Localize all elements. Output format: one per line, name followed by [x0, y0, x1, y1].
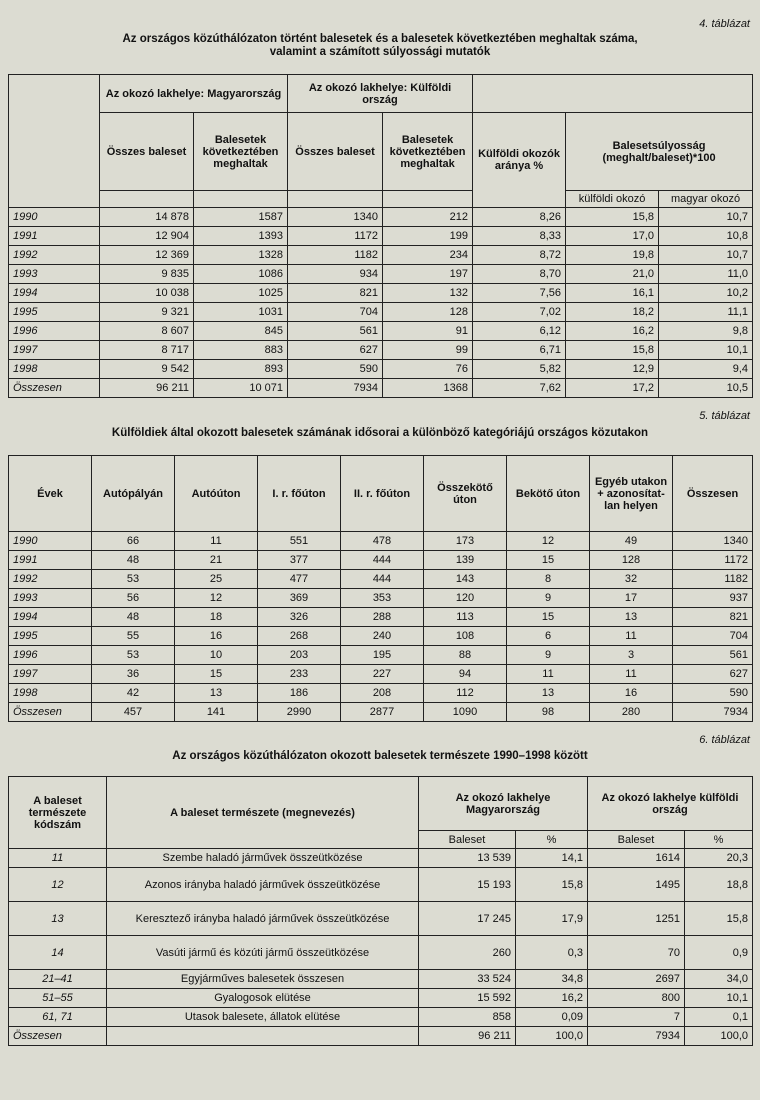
table-cell: 15,8: [566, 208, 659, 227]
table-cell: 11,1: [659, 303, 753, 322]
table-5-col-header: I. r. főúton: [258, 456, 341, 532]
row-code: 11: [9, 849, 107, 868]
table-cell: 11: [590, 665, 673, 684]
table-5-col-header: II. r. főúton: [341, 456, 424, 532]
table-cell: 7,56: [473, 284, 566, 303]
table-cell: 10,1: [685, 989, 753, 1008]
table-4-col-hu-dead: Balesetek következtében meghaltak: [194, 113, 288, 191]
table-cell: 17,0: [566, 227, 659, 246]
table-cell: 17 245: [419, 902, 516, 936]
table-row: [9, 341, 753, 360]
table-5-col-header: Évek: [9, 456, 92, 532]
table-5-col-header: Autóúton: [175, 456, 258, 532]
table-cell: 821: [288, 284, 383, 303]
table-row: [9, 608, 753, 627]
table-cell: 1090: [424, 703, 507, 722]
table-cell: 12 904: [100, 227, 194, 246]
table-cell: 10: [175, 646, 258, 665]
table-cell: 91: [383, 322, 473, 341]
table-cell: 551: [258, 532, 341, 551]
table-cell: 457: [92, 703, 175, 722]
table-cell: 1251: [588, 902, 685, 936]
table-cell: 48: [92, 608, 175, 627]
table-cell: 120: [424, 589, 507, 608]
table-cell: 477: [258, 570, 341, 589]
table-cell: 25: [175, 570, 258, 589]
table-cell: 845: [194, 322, 288, 341]
table-cell: 1182: [673, 570, 753, 589]
table-6-sub-hu-count: Baleset: [419, 831, 516, 849]
table-4-title-line1: Az országos közúthálózaton történt balesetek és a balesetek következtében meghaltak száma,: [122, 33, 638, 45]
table-cell: 132: [383, 284, 473, 303]
table-4-blank: [100, 191, 194, 208]
row-description: Szembe haladó járművek összeütközése: [107, 849, 419, 868]
table-cell: 12: [175, 589, 258, 608]
table-cell: 937: [673, 589, 753, 608]
table-row: [9, 379, 753, 398]
table-6-sub-kf-pct: %: [685, 831, 753, 849]
table-6-sub-hu-pct: %: [516, 831, 588, 849]
table-cell: 11: [175, 532, 258, 551]
table-cell: 10 038: [100, 284, 194, 303]
row-code: 51–55: [9, 989, 107, 1008]
table-cell: 18,8: [685, 868, 753, 902]
table-cell: 9 321: [100, 303, 194, 322]
table-cell: 15,8: [516, 868, 588, 902]
row-code: Összesen: [9, 1027, 107, 1046]
table-cell: 893: [194, 360, 288, 379]
table-row: [9, 703, 753, 722]
table-cell: 113: [424, 608, 507, 627]
table-cell: 1340: [673, 532, 753, 551]
table-cell: 7934: [288, 379, 383, 398]
table-cell: 13: [507, 684, 590, 703]
table-cell: 7,62: [473, 379, 566, 398]
table-cell: 8,33: [473, 227, 566, 246]
row-description: Azonos irányba haladó járművek összeütközése: [107, 868, 419, 902]
table-row: [9, 570, 753, 589]
table-5-col-header: Autópályán: [92, 456, 175, 532]
row-code: 61, 71: [9, 1008, 107, 1027]
table-row: [9, 265, 753, 284]
table-cell: 66: [92, 532, 175, 551]
table-cell: 9 835: [100, 265, 194, 284]
table-cell: 1340: [288, 208, 383, 227]
table-row: [9, 868, 753, 902]
table-cell: 1031: [194, 303, 288, 322]
table-cell: 704: [673, 627, 753, 646]
table-cell: 16,2: [566, 322, 659, 341]
table-cell: 11: [507, 665, 590, 684]
table-cell: 369: [258, 589, 341, 608]
table-cell: 9 542: [100, 360, 194, 379]
table-cell: 16,2: [516, 989, 588, 1008]
table-cell: 96 211: [100, 379, 194, 398]
table-cell: 7934: [673, 703, 753, 722]
table-cell: 128: [383, 303, 473, 322]
table-cell: 7934: [588, 1027, 685, 1046]
row-year: 1998: [9, 360, 100, 379]
table-cell: 17,2: [566, 379, 659, 398]
table-cell: 1328: [194, 246, 288, 265]
table-row: [9, 589, 753, 608]
table-cell: 6,12: [473, 322, 566, 341]
table-cell: 8 717: [100, 341, 194, 360]
table-cell: 195: [341, 646, 424, 665]
table-cell: 17,9: [516, 902, 588, 936]
table-cell: 14 878: [100, 208, 194, 227]
table-cell: 15: [507, 551, 590, 570]
table-cell: 32: [590, 570, 673, 589]
table-row: [9, 849, 753, 868]
row-description: [107, 1027, 419, 1046]
table-cell: 800: [588, 989, 685, 1008]
table-cell: 56: [92, 589, 175, 608]
table-cell: 10,5: [659, 379, 753, 398]
row-code: 12: [9, 868, 107, 902]
row-year: 1996: [9, 322, 100, 341]
table-cell: 1172: [288, 227, 383, 246]
row-year: 1995: [9, 627, 92, 646]
table-cell: 9: [507, 646, 590, 665]
table-cell: 33 524: [419, 970, 516, 989]
table-cell: 9,8: [659, 322, 753, 341]
table-cell: 139: [424, 551, 507, 570]
table-cell: 141: [175, 703, 258, 722]
table-4-blank: [194, 191, 288, 208]
row-year: 1995: [9, 303, 100, 322]
row-year: 1992: [9, 570, 92, 589]
row-description: Utasok balesete, állatok elütése: [107, 1008, 419, 1027]
table-cell: 143: [424, 570, 507, 589]
table-cell: 212: [383, 208, 473, 227]
table-4-label: 4. táblázat: [699, 18, 750, 30]
table-4-col-severity-hungarian: magyar okozó: [659, 191, 753, 208]
table-cell: 1587: [194, 208, 288, 227]
table-cell: 0,9: [685, 936, 753, 970]
table-cell: 8,26: [473, 208, 566, 227]
table-cell: 883: [194, 341, 288, 360]
table-cell: 2877: [341, 703, 424, 722]
table-cell: 1495: [588, 868, 685, 902]
table-cell: 12,9: [566, 360, 659, 379]
table-cell: 1086: [194, 265, 288, 284]
table-cell: 268: [258, 627, 341, 646]
table-row: [9, 551, 753, 570]
table-cell: 1368: [383, 379, 473, 398]
row-year: 1994: [9, 284, 100, 303]
table-cell: 233: [258, 665, 341, 684]
table-4-group-hu: Az okozó lakhelye: Magyarország: [100, 75, 288, 113]
table-cell: 1025: [194, 284, 288, 303]
table-cell: 49: [590, 532, 673, 551]
table-cell: 444: [341, 570, 424, 589]
table-cell: 186: [258, 684, 341, 703]
table-cell: 55: [92, 627, 175, 646]
table-cell: 13 539: [419, 849, 516, 868]
table-cell: 326: [258, 608, 341, 627]
table-row: [9, 1008, 753, 1027]
table-cell: 8 607: [100, 322, 194, 341]
table-cell: 377: [258, 551, 341, 570]
table-cell: 16: [175, 627, 258, 646]
table-cell: 444: [341, 551, 424, 570]
table-cell: 2697: [588, 970, 685, 989]
table-row: [9, 646, 753, 665]
table-4-blank: [288, 191, 383, 208]
table-cell: 34,0: [685, 970, 753, 989]
table-5-col-header: Egyéb utakon + azonosítat-lan helyen: [590, 456, 673, 532]
table-cell: 1182: [288, 246, 383, 265]
table-row: [9, 360, 753, 379]
table-cell: 280: [590, 703, 673, 722]
table-cell: 590: [673, 684, 753, 703]
table-4: [8, 74, 753, 398]
table-6-sub-kf-count: Baleset: [588, 831, 685, 849]
table-cell: 934: [288, 265, 383, 284]
table-cell: 99: [383, 341, 473, 360]
table-5-col-header: Összesen: [673, 456, 753, 532]
table-cell: 10 071: [194, 379, 288, 398]
table-cell: 478: [341, 532, 424, 551]
table-row: [9, 902, 753, 936]
table-4-col-kf-dead: Balesetek következtében meghaltak: [383, 113, 473, 191]
table-cell: 704: [288, 303, 383, 322]
table-cell: 18,2: [566, 303, 659, 322]
table-6-col-kf: Az okozó lakhelye külföldi ország: [588, 777, 753, 831]
table-cell: 6,71: [473, 341, 566, 360]
table-cell: 234: [383, 246, 473, 265]
table-cell: 8,72: [473, 246, 566, 265]
table-cell: 227: [341, 665, 424, 684]
table-cell: 12: [507, 532, 590, 551]
table-cell: 6: [507, 627, 590, 646]
table-row: [9, 989, 753, 1008]
row-description: Keresztező irányba haladó járművek összeütközése: [107, 902, 419, 936]
table-cell: 53: [92, 646, 175, 665]
table-cell: 15,8: [685, 902, 753, 936]
table-cell: 208: [341, 684, 424, 703]
row-year: 1996: [9, 646, 92, 665]
table-cell: 15: [175, 665, 258, 684]
row-code: 14: [9, 936, 107, 970]
table-cell: 240: [341, 627, 424, 646]
table-cell: 14,1: [516, 849, 588, 868]
table-cell: 20,3: [685, 849, 753, 868]
table-4-col-hu-total: Összes baleset: [100, 113, 194, 191]
table-cell: 100,0: [685, 1027, 753, 1046]
row-year: 1994: [9, 608, 92, 627]
table-cell: 0,09: [516, 1008, 588, 1027]
table-row: [9, 684, 753, 703]
row-year: 1991: [9, 551, 92, 570]
table-cell: 8,70: [473, 265, 566, 284]
table-cell: 16: [590, 684, 673, 703]
table-row: [9, 284, 753, 303]
table-cell: 13: [175, 684, 258, 703]
table-cell: 561: [673, 646, 753, 665]
table-cell: 10,7: [659, 246, 753, 265]
table-cell: 18: [175, 608, 258, 627]
table-cell: 1614: [588, 849, 685, 868]
table-cell: 0,1: [685, 1008, 753, 1027]
table-cell: 15 592: [419, 989, 516, 1008]
table-cell: 627: [673, 665, 753, 684]
table-cell: 100,0: [516, 1027, 588, 1046]
table-cell: 2990: [258, 703, 341, 722]
table-cell: 53: [92, 570, 175, 589]
table-cell: 260: [419, 936, 516, 970]
table-cell: 76: [383, 360, 473, 379]
table-6-col-hu: Az okozó lakhelye Magyarország: [419, 777, 588, 831]
table-4-col-severity-foreign: külföldi okozó: [566, 191, 659, 208]
table-row: [9, 208, 753, 227]
table-cell: 1393: [194, 227, 288, 246]
row-description: Gyalogosok elütése: [107, 989, 419, 1008]
table-cell: 11,0: [659, 265, 753, 284]
table-cell: 821: [673, 608, 753, 627]
table-cell: 21,0: [566, 265, 659, 284]
table-cell: 3: [590, 646, 673, 665]
table-row: [9, 936, 753, 970]
table-cell: 199: [383, 227, 473, 246]
table-cell: 353: [341, 589, 424, 608]
table-cell: 70: [588, 936, 685, 970]
table-cell: 8: [507, 570, 590, 589]
table-cell: 1172: [673, 551, 753, 570]
table-row: [9, 532, 753, 551]
table-cell: 34,8: [516, 970, 588, 989]
row-year: 1993: [9, 589, 92, 608]
table-row: [9, 322, 753, 341]
table-cell: 197: [383, 265, 473, 284]
row-year: 1997: [9, 665, 92, 684]
table-cell: 21: [175, 551, 258, 570]
table-6-title: Az országos közúthálózaton okozott balesetek természete 1990–1998 között: [172, 750, 588, 762]
table-cell: 15 193: [419, 868, 516, 902]
table-row: [9, 665, 753, 684]
table-cell: 36: [92, 665, 175, 684]
table-cell: 561: [288, 322, 383, 341]
table-cell: 10,1: [659, 341, 753, 360]
table-4-corner: [9, 75, 100, 208]
row-year: Összesen: [9, 703, 92, 722]
table-row: [9, 970, 753, 989]
table-cell: 590: [288, 360, 383, 379]
row-year: 1992: [9, 246, 100, 265]
table-cell: 627: [288, 341, 383, 360]
table-cell: 112: [424, 684, 507, 703]
table-6: [8, 776, 753, 1046]
table-cell: 10,2: [659, 284, 753, 303]
table-cell: 10,8: [659, 227, 753, 246]
table-cell: 858: [419, 1008, 516, 1027]
table-cell: 94: [424, 665, 507, 684]
table-4-title-line2: valamint a számított súlyossági mutatók: [269, 46, 491, 58]
table-6-label: 6. táblázat: [699, 734, 750, 746]
row-description: Vasúti jármű és közúti jármű összeütközése: [107, 936, 419, 970]
table-cell: 42: [92, 684, 175, 703]
table-cell: 17: [590, 589, 673, 608]
row-year: 1990: [9, 532, 92, 551]
table-4-blank: [383, 191, 473, 208]
table-row: [9, 303, 753, 322]
row-year: Összesen: [9, 379, 100, 398]
table-cell: 96 211: [419, 1027, 516, 1046]
table-cell: 7: [588, 1008, 685, 1027]
table-cell: 0,3: [516, 936, 588, 970]
table-cell: 9,4: [659, 360, 753, 379]
table-cell: 288: [341, 608, 424, 627]
table-cell: 16,1: [566, 284, 659, 303]
table-cell: 9: [507, 589, 590, 608]
table-row: [9, 227, 753, 246]
table-cell: 12 369: [100, 246, 194, 265]
table-cell: 19,8: [566, 246, 659, 265]
table-6-col-code: A baleset természete kódszám: [9, 777, 107, 849]
table-row: [9, 627, 753, 646]
row-year: 1991: [9, 227, 100, 246]
table-cell: 13: [590, 608, 673, 627]
table-cell: 15: [507, 608, 590, 627]
table-cell: 48: [92, 551, 175, 570]
table-4-group-empty: [473, 75, 753, 113]
row-description: Egyjárműves balesetek összesen: [107, 970, 419, 989]
table-cell: 11: [590, 627, 673, 646]
row-year: 1998: [9, 684, 92, 703]
table-cell: 128: [590, 551, 673, 570]
table-5-col-header: Összekötő úton: [424, 456, 507, 532]
table-cell: 98: [507, 703, 590, 722]
table-4-col-kf-total: Összes baleset: [288, 113, 383, 191]
table-6-col-name: A baleset természete (megnevezés): [107, 777, 419, 849]
table-5-col-header: Bekötő úton: [507, 456, 590, 532]
row-code: 13: [9, 902, 107, 936]
row-year: 1990: [9, 208, 100, 227]
table-cell: 203: [258, 646, 341, 665]
table-4-group-kf: Az okozó lakhelye: Külföldi ország: [288, 75, 473, 113]
row-year: 1997: [9, 341, 100, 360]
table-cell: 173: [424, 532, 507, 551]
table-cell: 108: [424, 627, 507, 646]
table-cell: 88: [424, 646, 507, 665]
table-4-col-severity: Balesetsúlyosság (meghalt/baleset)*100: [566, 113, 753, 191]
table-4-col-ratio: Külföldi okozók aránya %: [473, 113, 566, 208]
table-cell: 15,8: [566, 341, 659, 360]
row-code: 21–41: [9, 970, 107, 989]
table-5-title: Külföldiek által okozott balesetek számának idősorai a különböző kategóriájú országos közutakon: [111, 427, 649, 439]
table-5-label: 5. táblázat: [699, 410, 750, 422]
table-cell: 7,02: [473, 303, 566, 322]
table-row: [9, 246, 753, 265]
row-year: 1993: [9, 265, 100, 284]
table-cell: 10,7: [659, 208, 753, 227]
table-row: [9, 1027, 753, 1046]
table-cell: 5,82: [473, 360, 566, 379]
table-5: [8, 455, 753, 722]
